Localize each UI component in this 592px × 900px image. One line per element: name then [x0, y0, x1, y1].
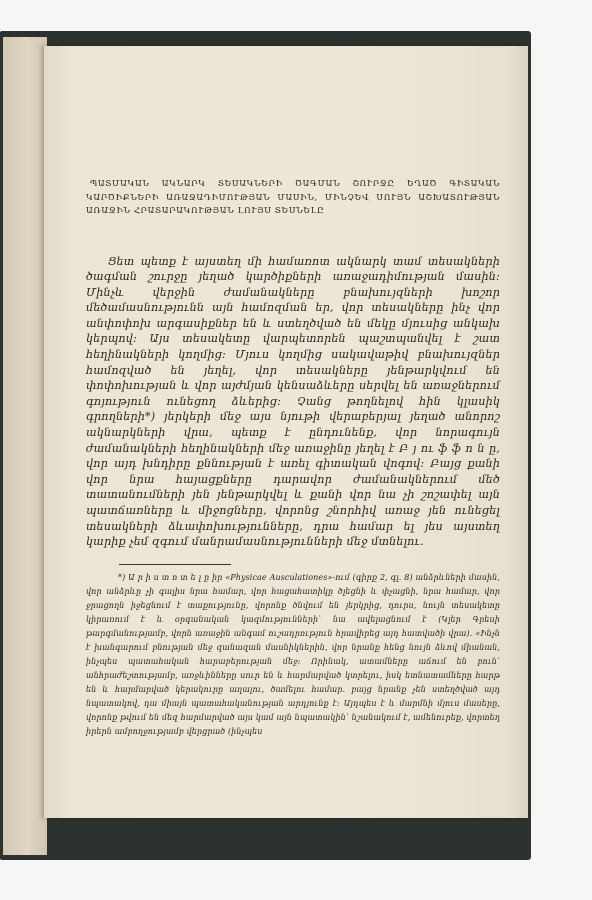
text-column: [86, 177, 500, 739]
chapter-heading: ՊԱՏՄԱԿԱՆ ԱԿՆԱՐԿ ՏԵՍԱԿՆԵՐԻ ԾԱԳՄԱՆ ՇՈՒՐՋԸ ԵՂԱԾ ԳԻՏԱԿԱՆ ԿԱՐԾԻՔՆԵՐԻ ԱՌԱՋԱԴԻՄՈՒԹՅԱՆ ՄԱՍԻՆ, ՄԻՆՉԵՎ ՍՈՒՅՆ ԱՇԽԱՏՈՒԹՅԱՆ ԱՌԱՋԻՆ ՀՐԱՏԱՐԱԿՈՒԹՅԱՆ ԼՈՒՅՍ ՏԵՍՆԵԼԸ: [86, 178, 500, 215]
footnote-rule: [119, 564, 231, 565]
footnote-text: *) Ա ր ի ս տ ո տ ե լ ը իր «Physicae Ausculationes»-ում (գիրք 2, գլ. 8) անձրևների մասին, վոր անձրևը չի գալիս նրա համար, վոր հացահատիկը ծլեցնի և փչացնի, նրա համար, վոր ջրացողն իջեցնում է տաքությունը, վորոնք ծնվում են յերկրից, դուրս, նույն տեսակետը կիրառում է և օրգանական կազմությունների՝ նա ավելացնում է (Կլեր Գրեսի թարգմանությամբ, վորն առաջին անգամ ուշադրություն հրավիրեց այդ հատվածի վրա). «Ինչն է խանգարում բնության մեջ զանազան մասնիկներին, վոր նրանք հենց նույն ձևով միանան, ինչպես պատահական հարաբերության մեջ։ Որինակ, ատամները աճում են բուն՝ անհրաժեշտությամբ, առջևինները սուր են և հարմարված կտրելու, իսկ ետնատամները հարթ են և հարմարված կերակուրը աղալու, ծամելու համար. բայց նրանք չեն ստեղծված այդ նպատակով, դա միայն պատահականության արդյունք է։ Այդպես է և մարմնի մյուս մասերը, վորոնք թվում են մեզ հարմարված այս կամ այն նպատակին՝ նշանակում է, ամենուրեք, վորտեղ իրերն ամբողջությամբ վերցրած (ինչպես: [86, 572, 500, 736]
left-page-edge: [3, 37, 47, 855]
body-paragraph: Ցետ պետք է այստեղ մի համառոտ ակնարկ տամ տեսակների ծագման շուրջը յեղած կարծիքների առաջադիմության մասին։ Մինչև վերջին ժամանակները բնախույզների խոշոր մեծամասնությունն այն համոզման եր, վոր տեսակները ինչ վոր անփոփոխ արգասիքներ են և ստեղծված են մեկը մյուսից անկախ կերպով։ Այս տեսակետը վարպետորեն պաշտպանվել է շատ հեղինակների կողմից։ Մյուս կողմից սակավաթիվ բնախույզներ համոզված են յեղել, վոր տեսակները յենթարկվում են փոփոխության և վոր այժմյան կենսաձևերը սերվել են առաջներում գոյություն ունեցող ձևերից։ Չանց թողնելով հին կլասիկ գրողների*) յերկերի մեջ այս նյութի վերաբերյալ յեղած անորոշ ակնարկների վրա, պետք է ընդունենք, վոր նորագույն ժամանակների հեղինակների մեջ առաջինը յեղել է Բ յ ու ֆ ֆ ո ն ը, վոր այդ խնդիրը քննության է առել գիտական վոգով։ Բայց քանի վոր նրա հայացքները դարավոր ժամանակներում մեծ տատանումների յեն յենթարկվել և քանի վոր նա չի շոշափել այն պատճառները և միջոցները, վորոնց շնորհիվ առաջ յեն ունեցել տեսակների ձևափոխությունները, դրա համար ել յես այստեղ կարիք չեմ զգում մանրամասնությունների մեջ մտնելու.: [86, 254, 500, 549]
